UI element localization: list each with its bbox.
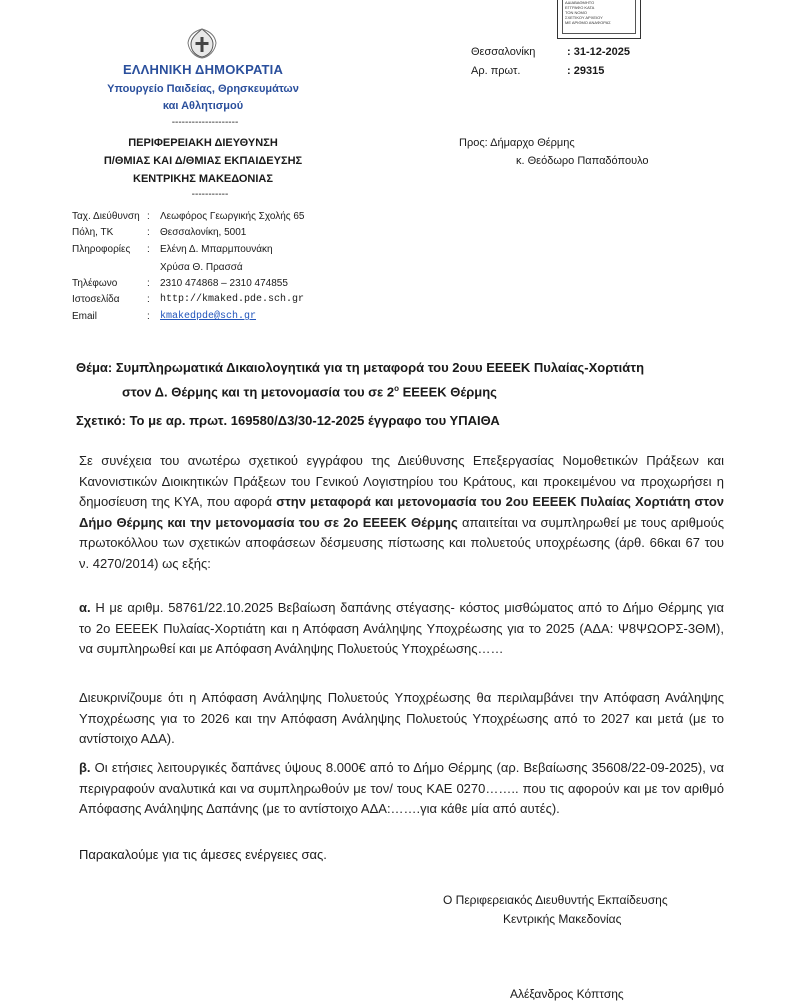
colon: : <box>147 294 150 305</box>
phone-value: 2310 474868 – 2310 474855 <box>160 278 288 289</box>
separator-1: -------------------- <box>171 117 239 128</box>
separator-2: ----------- <box>191 189 229 200</box>
body-paragraph-clarification: Διευκρινίζουμε ότι η Απόφαση Ανάληψης Πολυετούς Υποχρέωσης θα περιλαμβάνει την Απόφαση Ανάληψης Υποχρέωσης για το 2026 και την Απόφαση Ανάληψης Πολυετούς Υποχρέωσης από το 2027 και μετά (με το αντίστοιχο ΑΔΑ). <box>79 690 724 747</box>
protocol-label: Αρ. πρωτ. <box>471 65 521 77</box>
body-paragraph-1 <box>79 451 724 575</box>
address-value: Λεωφόρος Γεωργικής Σχολής 65 <box>160 211 305 222</box>
ministry-line-2: και Αθλητισμού <box>162 100 244 112</box>
colon: : <box>147 244 150 255</box>
subject-line-1: Θέμα: Συμπληρωματικά Δικαιολογητικά για τη μεταφορά του 2ουυ ΕΕΕΕΚ Πυλαίας-Χορτιάτη <box>76 360 645 375</box>
protocol-value: : 29315 <box>567 65 605 77</box>
subject-line-2 <box>122 378 497 402</box>
info-value-1: Ελένη Δ. Μπαρμπουνάκη <box>160 244 273 255</box>
p1-text-a: Σε συνέχεια του ανωτέρω σχετικού εγγράφου της Διεύθυνσης Επεξεργασίας Νομοθετικών Πράξεων και Κανονιστικών Διοικητικών Πράξεων του Γενικού Λογιστηρίου του Κράτους, και προκειμένου να προχωρήσει η δημοσίευση της ΚΥΑ, που αφορά <box>79 453 724 510</box>
contact-info-block <box>0 208 400 328</box>
item-b-label: β. <box>79 760 91 775</box>
address-label: Ταχ. Διεύθυνση <box>72 211 140 222</box>
document-meta <box>471 43 630 81</box>
item-b-text: Οι ετήσιες λειτουργικές δαπάνες ύψους 8.000€ από το Δήμο Θέρμης (αρ. Βεβαίωσης 35608/22-09-2025), να περιγραφούν αναλυτικά και να συμπληρωθούν με τον/ τους ΚΑΕ 0270…….. που τις αφορούν και με τον αριθμό Απόφασης Ανάληψης Δαπάνης (με το αντίστοιχο ΑΔΑ:…….για κάθε μία από αυτές). <box>79 760 724 817</box>
item-a-label: α. <box>79 600 91 615</box>
place-value: : 31-12-2025 <box>567 46 630 58</box>
city-label: Πόλη, ΤΚ <box>72 227 114 238</box>
web-label: Ιστοσελίδα <box>72 294 120 305</box>
subject-superscript: ο <box>394 384 399 393</box>
colon: : <box>147 211 150 222</box>
info-label: Πληροφορίες <box>72 244 131 255</box>
signatory-title-2: Κεντρικής Μακεδονίας <box>503 912 622 926</box>
recipient-line-1: Προς: Δήμαρχο Θέρμης <box>459 137 575 149</box>
closing-request: Παρακαλούμε για τις άμεσες ενέργειες σας. <box>79 847 327 862</box>
email-link[interactable]: kmakedpde@sch.gr <box>160 311 257 322</box>
item-a-text: Η με αριθμ. 58761/22.10.2025 Βεβαίωση δαπάνης στέγασης- κόστος μισθώματος από το Δήμο Θέρμης για το 2ο ΕΕΕΕΚ Πυλαίας-Χορτιάτη και η Απόφαση Ανάληψης Υποχρέωσης για το 2025 (ΑΔΑ: Ψ8ΨΩΟΡΣ-3ΘΜ), να συμπληρωθεί και με Απόφαση Ανάληψης Πολυετούς Υποχρέωσης…… <box>79 600 724 657</box>
stamp-box <box>557 0 641 39</box>
signatory-name: Αλέξανδρος Κόπτσης <box>510 987 624 1001</box>
body-paragraph-a <box>79 598 724 660</box>
subject-line-2-end: ΕΕΕΕΚ Θέρμης <box>398 384 497 400</box>
directorate-line-2: Π/ΘΜΙΑΣ ΚΑΙ Δ/ΘΜΙΑΣ ΕΚΠΑΙΔΕΥΣΗΣ <box>103 155 303 167</box>
stamp-text: ΑΔΙΑΒΑΘΜΗΤΟ ΕΓΓΡΑΦΟ ΚΑΤΑ ΤΟΝ ΝΟΜΟ ΣΧΕΤΙΚΟΥ ΑΡΧΕΙΟΥ ΜΕ ΑΡΙΘΜΟ ΑΝΑΦΟΡΑΣ <box>562 0 636 34</box>
body-paragraph-b <box>79 758 724 820</box>
meta-row-place <box>471 43 630 62</box>
subject-line-2-text: στον Δ. Θέρμης και τη μετονομασία του σε 2 <box>122 384 395 400</box>
directorate-line-1: ΠΕΡΙΦΕΡΕΙΑΚΗ ΔΙΕΥΘΥΝΣΗ <box>128 137 278 149</box>
place-label: Θεσσαλονίκη <box>471 46 536 58</box>
p1-bold: στην μεταφορά και μετονομασία του 2ου ΕΕΕΕΚ Πυλαίας Χορτιάτη στον Δήμο Θέρμης και την μετονομασία του σε 2ο ΕΕΕΕΚ Θέρμης <box>79 494 724 530</box>
city-value: Θεσσαλονίκη, 5001 <box>160 227 247 238</box>
greek-emblem-icon <box>185 26 219 60</box>
colon: : <box>147 278 150 289</box>
republic-heading: ΕΛΛΗΝΙΚΗ ΔΗΜΟΚΡΑΤΙΑ <box>122 62 284 77</box>
meta-row-protocol <box>471 62 630 81</box>
colon: : <box>147 227 150 238</box>
info-value-2: Χρύσα Θ. Πρασσά <box>160 262 243 273</box>
directorate-line-3: ΚΕΝΤΡΙΚΗΣ ΜΑΚΕΔΟΝΙΑΣ <box>133 173 273 185</box>
web-link[interactable]: http://kmaked.pde.sch.gr <box>160 294 305 305</box>
signatory-title-1: Ο Περιφερειακός Διευθυντής Εκπαίδευσης <box>443 893 668 907</box>
email-label: Email <box>72 311 98 322</box>
colon: : <box>147 311 150 322</box>
phone-label: Τηλέφωνο <box>72 278 118 289</box>
recipient-line-2: κ. Θεόδωρο Παπαδόπουλο <box>516 155 649 167</box>
related-reference: Σχετικό: Το με αρ. πρωτ. 169580/Δ3/30-12-2025 έγγραφο του ΥΠΑΙΘΑ <box>76 413 500 428</box>
p1-text-b: απαιτείται να συμπληρωθεί με τους αριθμούς πρωτοκόλλου των σχετικών αποφάσεων δέσμευσης πίστωσης και πολυετούς υποχρέωσης (άρθ. 66και 67 του ν. 4270/2014) ως εξής: <box>79 514 724 571</box>
ministry-line-1: Υπουργείο Παιδείας, Θρησκευμάτων <box>107 83 299 95</box>
